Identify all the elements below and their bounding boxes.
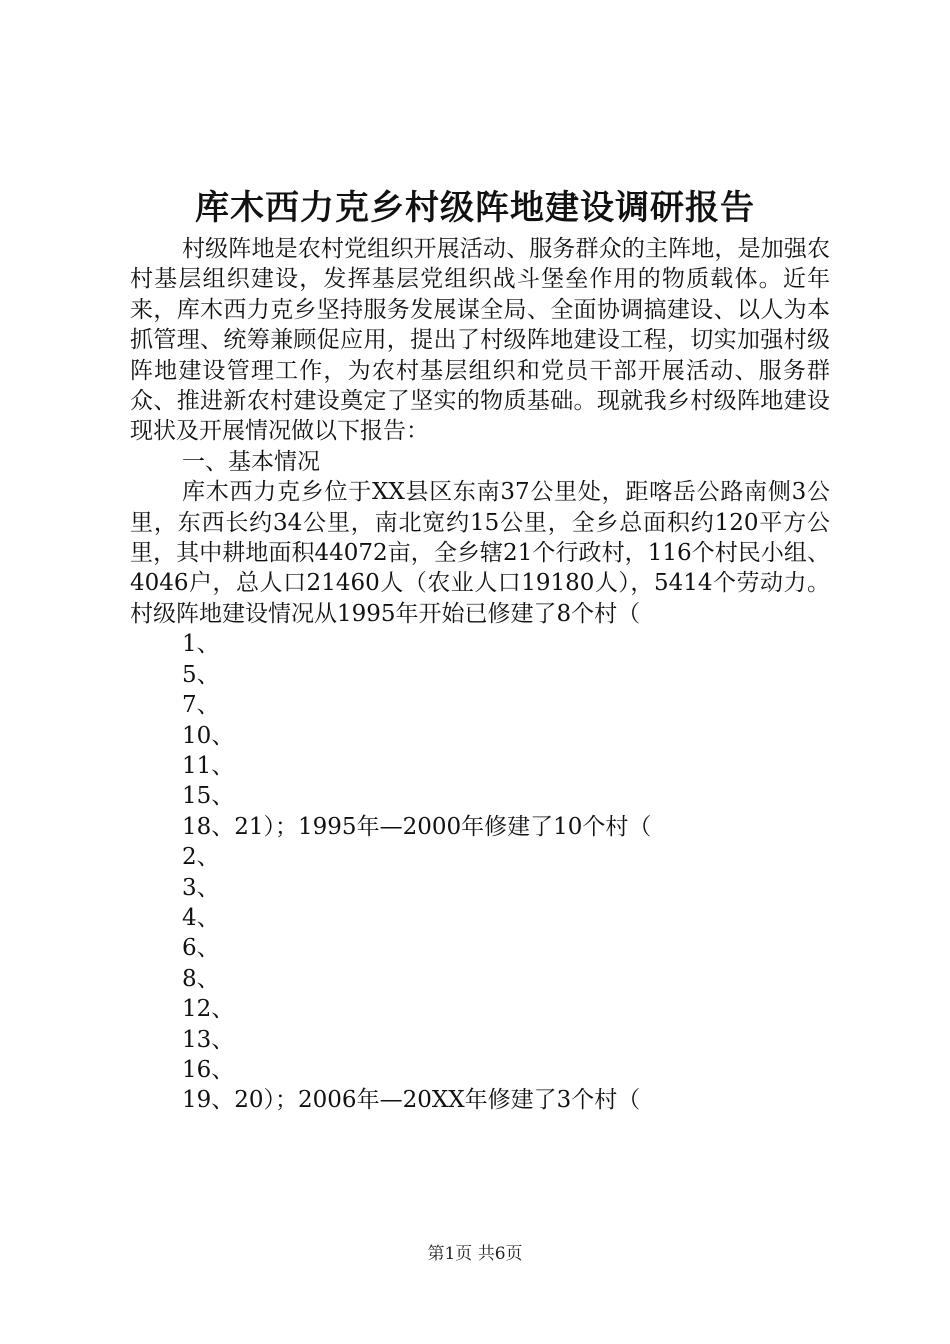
list-item: 3、 [182,874,220,901]
list-item: 8、 [182,965,220,992]
list-item: 19、20）；2006年—20XX年修建了3个村（ [182,1087,641,1114]
document-title: 库木西力克乡村级阵地建设调研报告 [195,188,755,228]
list-item: 7、 [182,692,220,719]
list-item: 5、 [182,661,220,688]
section-heading: 一、基本情况 [182,448,320,475]
list-item: 16、 [182,1056,235,1083]
list-item: 1、 [182,631,220,658]
list-item: 4、 [182,904,220,931]
list-item: 18、21）；1995年—2000年修建了10个村（ [182,813,652,840]
list-item: 12、 [182,996,235,1023]
intro-paragraph: 村级阵地是农村党组织开展活动、服务群众的主阵地，是加强农村基层组织建设，发挥基层党组织战斗堡垒作用的物质载体。近年来，库木西力克乡坚持服务发展谋全局、全面协调搞建设、以人为本抓管理、统筹兼顾促应用，提出了村级阵地建设工程，切实加强村级阵地建设管理工作，为农村基层组织和党员干部开展活动、服务群众、推进新农村建设奠定了坚实的物质基础。现就我乡村级阵地建设现状及开展情况做以下报告： [130,236,830,445]
document-body [130,234,830,1116]
list-item: 15、 [182,783,235,810]
list-item: 10、 [182,722,235,749]
list-item: 11、 [182,752,235,779]
list-item: 13、 [182,1026,235,1053]
list-item: 6、 [182,935,220,962]
page-footer: 第1页 共6页 [427,1244,523,1264]
basic-info-paragraph: 库木西力克乡位于XX县区东南37公里处，距喀岳公路南侧3公里，东西长约34公里，南北宽约15公里，全乡总面积约120平方公里，其中耕地面积44072亩，全乡辖21个行政村，116个村民小组、4046户，总人口21460人（农业人口19180人），5414个劳动力。村级阵地建设情况从1995年开始已修建了8个村（ [130,479,830,627]
list-item: 2、 [182,844,220,871]
